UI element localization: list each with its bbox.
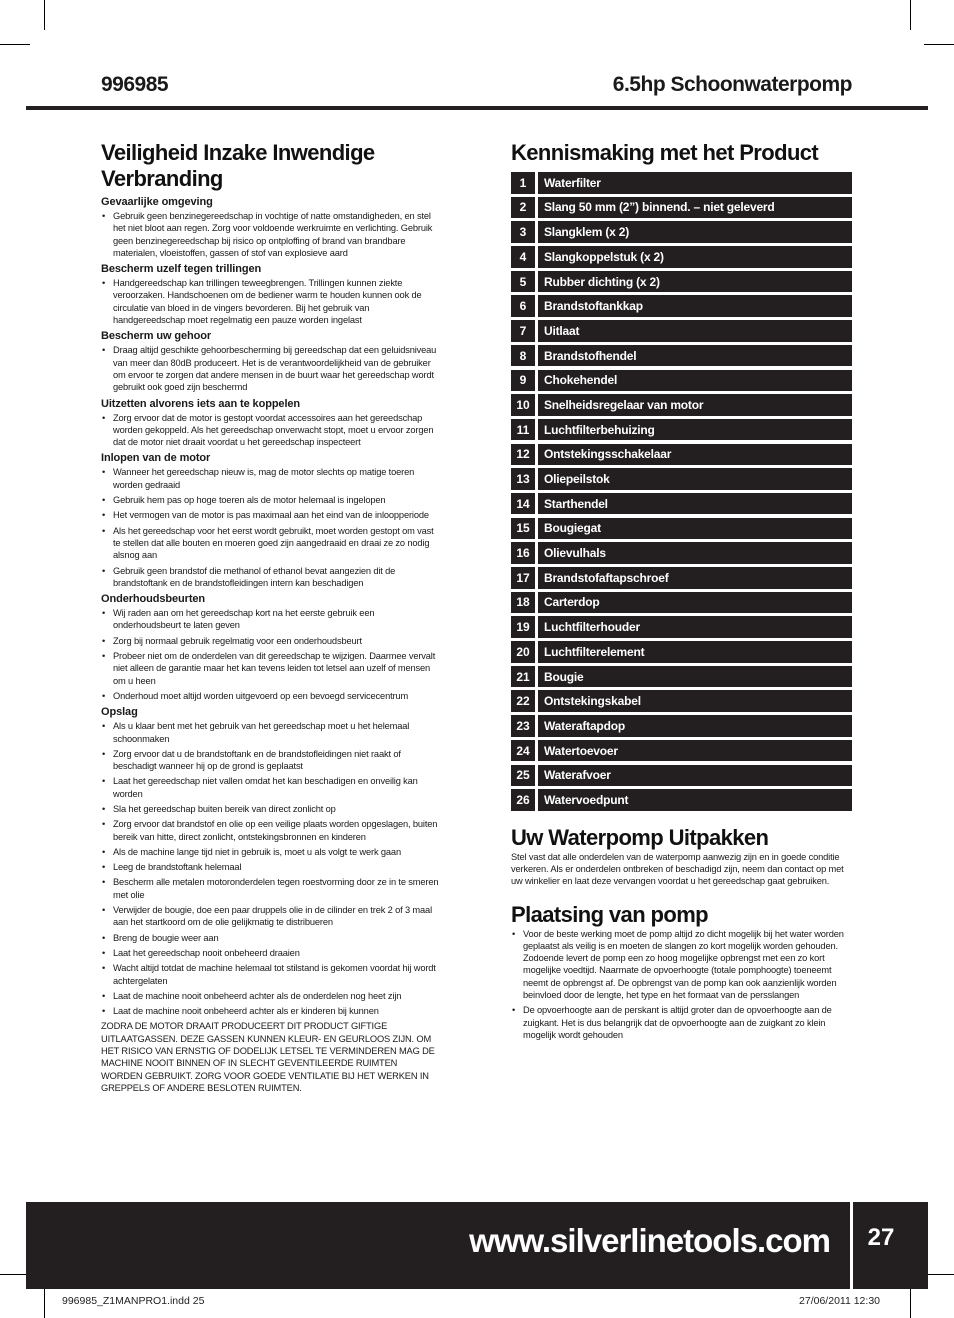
section-bullets	[101, 344, 441, 393]
crop-mark	[44, 0, 45, 30]
part-row	[511, 246, 852, 268]
part-row	[511, 271, 852, 293]
bullet-item: • Voor de beste werking moet de pomp altijd zo dicht mogelijk bij het water worden geplaatst als veilig is en moeten de slangen zo kort mogelijk worden gehouden. Zodoende levert de pomp een zo hoog mogelijke opbrengst met een zo kort mogelijke voedtijd. Naarmate de opvoerhoogte (totale pomphoogte) toeneemt neemt de opbrengst af. De opbrengst van de pomp kan ook aanzienlijk worden beinvloed door de lengte, het type en het formaat van de persslangen	[511, 928, 852, 1002]
part-number: 16	[511, 542, 535, 564]
exhaust-warning: ZODRA DE MOTOR DRAAIT PRODUCEERT DIT PRODUCT GIFTIGE UITLAATGASSEN. DEZE GASSEN KUNNEN KLEUR- EN GEURLOOS ZIJN. OM HET RISICO VAN ERNSTIG OF DODELIJK LETSEL TE VERMINDEREN MAG DE MACHINE NOOIT BINNEN OF IN SLECHT GEVENTILEERDE RUIMTEN WORDEN GEBRUIKT. ZORG VOOR GOEDE VENTILATIE BIJ HET WERKEN IN GREPPELS OF ANDERE BESLOTEN RUIMTEN.	[101, 1021, 435, 1093]
part-label: Luchtfilterbehuizing	[538, 419, 852, 441]
product-column	[511, 140, 852, 1044]
page-number: 27	[867, 1224, 895, 1251]
section-title: Onderhoudsbeurten	[101, 593, 206, 606]
part-number: 11	[511, 419, 535, 441]
section-bullets	[101, 412, 441, 449]
part-row	[511, 197, 852, 219]
part-label: Waterafvoer	[538, 765, 852, 787]
section-title: Bescherm uw gehoor	[101, 330, 212, 343]
part-label: Brandstofhendel	[538, 345, 852, 367]
part-row	[511, 567, 852, 589]
print-slug-file: 996985_Z1MANPRO1.indd 25	[62, 1295, 205, 1307]
bullet-item: • Breng de bougie weer aan	[101, 932, 441, 944]
safety-column	[101, 140, 441, 1094]
part-number: 20	[511, 641, 535, 663]
part-row	[511, 518, 852, 540]
part-number: 12	[511, 444, 535, 466]
part-label: Oliepeilstok	[538, 468, 852, 490]
bullet-item: • Leeg de brandstoftank helemaal	[101, 861, 441, 873]
bullet-item: • Als u klaar bent met het gebruik van het gereedschap moet u het helemaal schoonmaken	[101, 720, 441, 745]
part-row	[511, 740, 852, 762]
bullet-item: • Zorg ervoor dat de motor is gestopt voordat accessoires aan het gereedschap worden gekoppeld. Als het gereedschap onverwacht stopt, moet u ervoor zorgen dat de motor niet draait voordat u het gereedschap inspecteert	[101, 412, 441, 449]
part-row	[511, 370, 852, 392]
part-label: Carterdop	[538, 592, 852, 614]
safety-heading: Veiligheid Inzake Inwendige Verbranding	[101, 140, 375, 191]
bullet-item: • Zorg ervoor dat brandstof en olie op een veilige plaats worden opgeslagen, buiten bereik van hitte, direct zonlicht, ontstekingsbronnen en kinderen	[101, 818, 441, 843]
part-row	[511, 616, 852, 638]
crop-mark	[924, 1274, 954, 1275]
part-row	[511, 444, 852, 466]
part-number: 3	[511, 221, 535, 243]
bullet-item: • Als het gereedschap voor het eerst wordt gebruikt, moet worden gestopt om vast te stellen dat alle bouten en moeren goed zijn aangedraaid en draai ze zo nodig alsnog aan	[101, 525, 441, 562]
product-title: 6.5hp Schoonwaterpomp	[612, 73, 852, 96]
part-label: Olievulhals	[538, 542, 852, 564]
part-label: Ontstekingsschakelaar	[538, 444, 852, 466]
bullet-item: • Bescherm alle metalen motoronderdelen tegen roestvorming door ze in te smeren met olie	[101, 876, 441, 901]
part-row	[511, 221, 852, 243]
part-label: Bougiegat	[538, 518, 852, 540]
part-label: Slangklem (x 2)	[538, 221, 852, 243]
bullet-item: • Zorg ervoor dat u de brandstoftank en de brandstofleidingen niet raakt of beschadigt wanneer hij op de grond is geplaatst	[101, 748, 441, 773]
part-label: Brandstoftankkap	[538, 295, 852, 317]
bullet-item: • Wanneer het gereedschap nieuw is, mag de motor slechts op matige toeren worden gedraaid	[101, 466, 441, 491]
part-label: Wateraftapdop	[538, 715, 852, 737]
part-row	[511, 542, 852, 564]
part-number: 17	[511, 567, 535, 589]
crop-mark	[0, 44, 30, 45]
part-number: 26	[511, 789, 535, 811]
part-number: 8	[511, 345, 535, 367]
placement-list	[511, 928, 852, 1042]
part-label: Chokehendel	[538, 370, 852, 392]
crop-mark	[44, 1288, 45, 1318]
section-bullets	[101, 466, 441, 589]
part-number: 25	[511, 765, 535, 787]
placement-heading: Plaatsing van pomp	[511, 901, 709, 927]
part-label: Uitlaat	[538, 320, 852, 342]
part-row	[511, 641, 852, 663]
part-number: 9	[511, 370, 535, 392]
part-number: 18	[511, 592, 535, 614]
part-row	[511, 172, 852, 194]
part-number: 2	[511, 197, 535, 219]
part-number: 21	[511, 666, 535, 688]
section-bullets	[101, 720, 441, 1017]
bullet-item: • Als de machine lange tijd niet in gebruik is, moet u als volgt te werk gaan	[101, 846, 441, 858]
part-label: Ontstekingskabel	[538, 690, 852, 712]
part-row	[511, 419, 852, 441]
bullet-item: • Het vermogen van de motor is pas maximaal aan het eind van de inloopperiode	[101, 509, 441, 521]
bullet-item: • Wacht altijd totdat de machine helemaal tot stilstand is gekomen voordat hij wordt achtergelaten	[101, 962, 441, 987]
part-label: Watervoedpunt	[538, 789, 852, 811]
part-row	[511, 493, 852, 515]
part-row	[511, 295, 852, 317]
parts-list	[511, 172, 852, 811]
part-number: 24	[511, 740, 535, 762]
unpack-text: Stel vast dat alle onderdelen van de waterpomp aanwezig zijn en in goede conditie verkeren. Als er onderdelen ontbreken of beschadigd zijn, neem dan contact op met uw winkelier en laat deze vervangen voordat u het gereedschap gaat gebruiken.	[511, 851, 844, 887]
part-number: 14	[511, 493, 535, 515]
section-title: Gevaarlijke omgeving	[101, 196, 213, 208]
bullet-item: • Zorg bij normaal gebruik regelmatig voor een onderhoudsbeurt	[101, 635, 441, 647]
bullet-item: • Gebruik geen benzinegereedschap in vochtige of natte omstandigheden, en stel het niet bloot aan regen. Zorg voor voldoende werkruimte en verlichting. Gebruik geen benzinegereedschap bij risico op ontploffing of brand van brandbare materialen, vloeistoffen, gassen of stof van explosieve aard	[101, 210, 441, 259]
part-number: 5	[511, 271, 535, 293]
part-label: Starthendel	[538, 493, 852, 515]
product-code: 996985	[101, 73, 169, 96]
part-label: Watertoevoer	[538, 740, 852, 762]
part-number: 15	[511, 518, 535, 540]
part-number: 4	[511, 246, 535, 268]
bullet-item: • Handgereedschap kan trillingen teweegbrengen. Trillingen kunnen ziekte veroorzaken. Handschoenen om de bediener warm te houden kunnen ook de circulatie van bloed in de vingers bevorderen. Bij het gebruik van handgereedschap moet regelmatig een pauze worden ingelast	[101, 277, 441, 326]
part-label: Slang 50 mm (2”) binnend. – niet geleverd	[538, 197, 852, 219]
section-title: Inlopen van de motor	[101, 452, 211, 465]
part-number: 23	[511, 715, 535, 737]
section-bullets	[101, 277, 441, 326]
bullet-item: • Wij raden aan om het gereedschap kort na het eerste gebruik een onderhoudsbeurt te laten geven	[101, 607, 441, 632]
bullet-item: • Laat de machine nooit onbeheerd achter als de onderdelen nog heet zijn	[101, 990, 441, 1002]
part-label: Slangkoppelstuk (x 2)	[538, 246, 852, 268]
section-title: Opslag	[101, 706, 138, 719]
part-label: Waterfilter	[538, 172, 852, 194]
bullet-item: • Draag altijd geschikte gehoorbescherming bij gereedschap dat een geluidsniveau van meer dan 80dB produceert. Het is de verantwoordelijkheid van de gebruiker om ervoor te zorgen dat andere mensen in de buurt waar het gereedschap wordt gebruikt ook goed zijn beschermd	[101, 344, 441, 393]
bullet-item: • Laat de machine nooit onbeheerd achter als er kinderen bij kunnen	[101, 1005, 441, 1017]
bullet-item: • Laat het gereedschap nooit onbeheerd draaien	[101, 947, 441, 959]
bullet-item: • Gebruik geen brandstof die methanol of ethanol bevat aangezien dit de brandstoftank en de brandstofleidingen intern kan beschadigen	[101, 565, 441, 590]
part-row	[511, 765, 852, 787]
safety-sections	[101, 196, 441, 1017]
part-number: 10	[511, 394, 535, 416]
part-number: 1	[511, 172, 535, 194]
section-title: Uitzetten alvorens iets aan te koppelen	[101, 397, 301, 410]
website-link[interactable]: www.silverlinetools.com	[469, 1222, 830, 1259]
crop-mark	[910, 0, 911, 30]
print-slug-date: 27/06/2011 12:30	[799, 1295, 880, 1307]
part-row	[511, 345, 852, 367]
bullet-item: • Verwijder de bougie, doe een paar druppels olie in de cilinder en trek 2 of 3 maal aan het startkoord om de olie gelijkmatig te distribueren	[101, 904, 441, 929]
bullet-item: • Onderhoud moet altijd worden uitgevoerd op een bevoegd servicecentrum	[101, 690, 441, 702]
unpack-heading: Uw Waterpomp Uitpakken	[511, 824, 769, 850]
part-row	[511, 789, 852, 811]
section-bullets	[101, 210, 441, 259]
part-row	[511, 715, 852, 737]
parts-heading: Kennismaking met het Product	[511, 140, 819, 165]
page-number-box	[853, 1202, 928, 1289]
part-number: 13	[511, 468, 535, 490]
section-title: Bescherm uzelf tegen trillingen	[101, 263, 262, 276]
part-number: 22	[511, 690, 535, 712]
bullet-item: • Gebruik hem pas op hoge toeren als de motor helemaal is ingelopen	[101, 494, 441, 506]
part-row	[511, 468, 852, 490]
crop-mark	[910, 1288, 911, 1318]
bullet-item: • Probeer niet om de onderdelen van dit gereedschap te wijzigen. Daarmee vervalt niet alleen de garantie maar het kan tevens leiden tot letsel aan uzelf of mensen om u heen	[101, 650, 441, 687]
part-number: 6	[511, 295, 535, 317]
page-header	[101, 73, 852, 103]
part-label: Snelheidsregelaar van motor	[538, 394, 852, 416]
section-bullets	[101, 607, 441, 702]
part-row	[511, 690, 852, 712]
header-divider	[26, 106, 928, 110]
bullet-item: • Sla het gereedschap buiten bereik van direct zonlicht op	[101, 803, 441, 815]
part-row	[511, 394, 852, 416]
part-row	[511, 320, 852, 342]
part-number: 7	[511, 320, 535, 342]
bullet-item: • De opvoerhoogte aan de perskant is altijd groter dan de opvoerhoogte aan de zuigkant. Het is dus belangrijk dat de opvoerhoogte aan de zuigkant zo klein mogelijk wordt gehouden	[511, 1004, 852, 1041]
part-row	[511, 592, 852, 614]
part-label: Luchtfilterelement	[538, 641, 852, 663]
footer-bar	[26, 1202, 850, 1289]
part-label: Bougie	[538, 666, 852, 688]
part-label: Luchtfilterhouder	[538, 616, 852, 638]
crop-mark	[924, 44, 954, 45]
part-label: Rubber dichting (x 2)	[538, 271, 852, 293]
part-label: Brandstofaftapschroef	[538, 567, 852, 589]
part-number: 19	[511, 616, 535, 638]
bullet-item: • Laat het gereedschap niet vallen omdat het kan beschadigen en onveilig kan worden	[101, 775, 441, 800]
part-row	[511, 666, 852, 688]
